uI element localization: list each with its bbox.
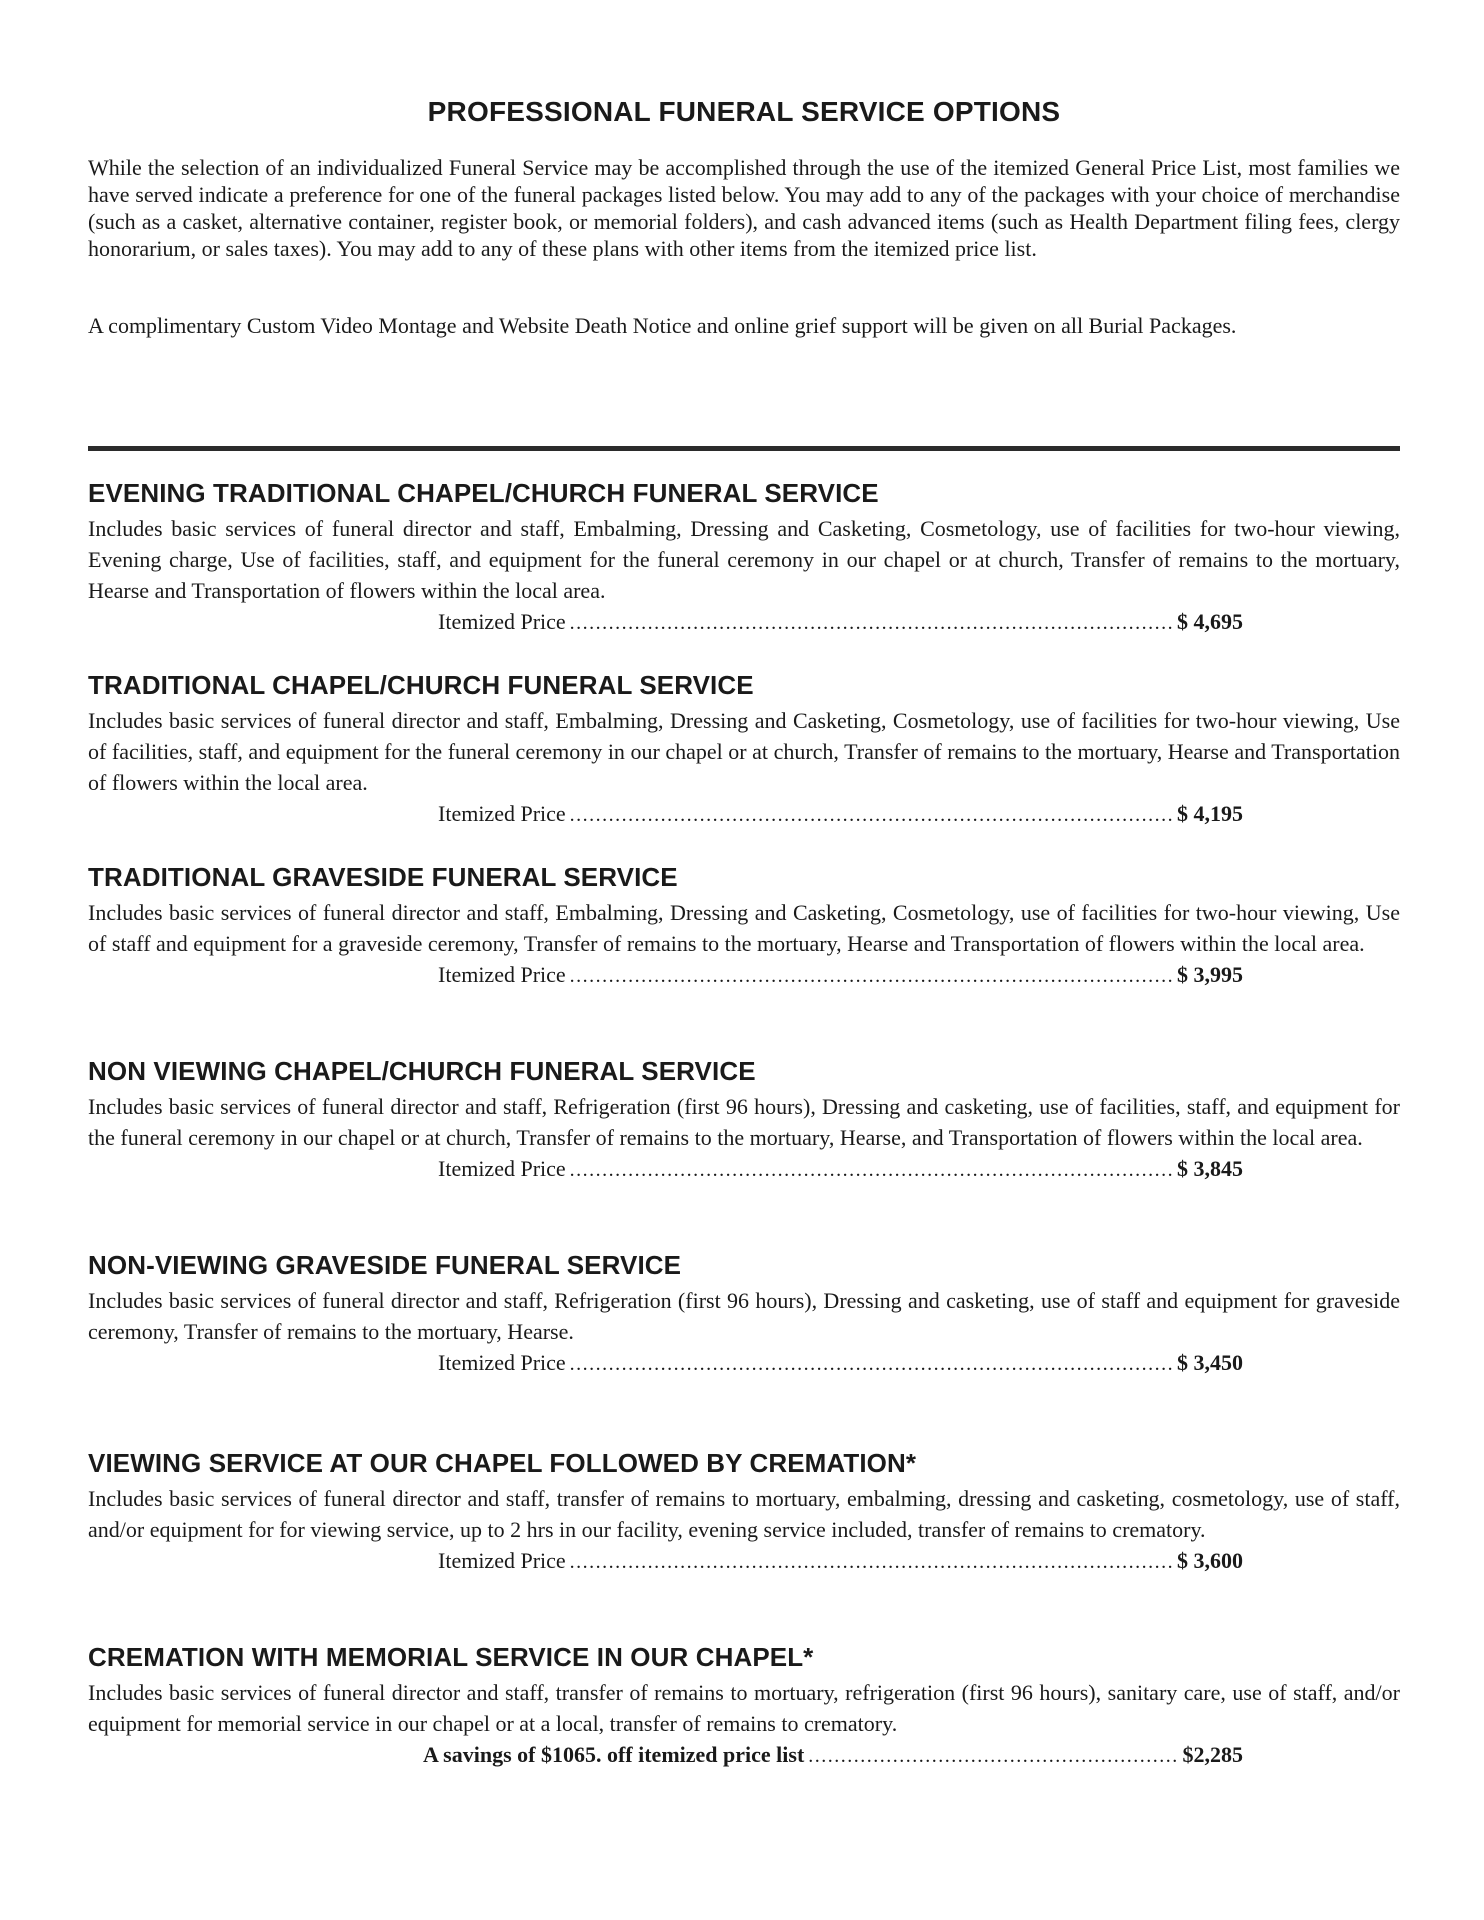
service-traditional-chapel xyxy=(88,670,1400,831)
service-traditional-graveside xyxy=(88,862,1400,992)
service-title: TRADITIONAL CHAPEL/CHURCH FUNERAL SERVICE xyxy=(88,670,754,700)
leader-dots xyxy=(570,608,1173,639)
service-cremation-memorial xyxy=(88,1642,1400,1772)
price-amount: $ 4,195 xyxy=(1177,801,1243,826)
service-title: EVENING TRADITIONAL CHAPEL/CHURCH FUNERAL SERVICE xyxy=(88,478,879,508)
service-description: Includes basic services of funeral director and staff, transfer of remains to mortuary, embalming, dressing and casketing, cosmetology, use of staff, and/or equipment for for viewing service, up to 2 hrs in our facility, evening service included, transfer of remains to crematory. xyxy=(88,1486,1400,1542)
price-line xyxy=(438,1153,1243,1186)
service-description: Includes basic services of funeral director and staff, Embalming, Dressing and Casketing, Cosmetology, use of facilities for two-hour viewing, Use of staff and equipment for a graveside ceremony, Transfer of remains to the mortuary, Hearse and Transportation of flowers within the local area. xyxy=(88,900,1400,956)
price-line xyxy=(423,1739,1243,1772)
price-amount: $ 3,450 xyxy=(1177,1350,1243,1375)
leader-dots xyxy=(570,800,1173,831)
document-page xyxy=(88,0,1400,1920)
service-description: Includes basic services of funeral director and staff, Refrigeration (first 96 hours), Dressing and casketing, use of facilities, staff, and equipment for the funeral ceremony in our chapel or at church, Transfer of remains to the mortuary, Hearse, and Transportation of flowers within the local area. xyxy=(88,1094,1400,1150)
service-title: VIEWING SERVICE AT OUR CHAPEL FOLLOWED BY CREMATION* xyxy=(88,1448,917,1478)
price-label: Itemized Price xyxy=(438,1350,566,1375)
price-amount: $ 3,995 xyxy=(1177,962,1243,987)
price-amount: $ 4,695 xyxy=(1177,609,1243,634)
price-label: Itemized Price xyxy=(438,962,566,987)
price-amount: $2,285 xyxy=(1182,1742,1243,1767)
price-line xyxy=(438,606,1243,639)
price-line xyxy=(438,1545,1243,1578)
service-description: Includes basic services of funeral director and staff, transfer of remains to mortuary, refrigeration (first 96 hours), sanitary care, use of staff, and/or equipment for memorial service in our chapel or at a local, transfer of remains to crematory. xyxy=(88,1680,1400,1736)
service-viewing-cremation xyxy=(88,1448,1400,1578)
service-title: CREMATION WITH MEMORIAL SERVICE IN OUR CHAPEL* xyxy=(88,1642,814,1672)
page-title: PROFESSIONAL FUNERAL SERVICE OPTIONS xyxy=(427,96,1061,127)
price-line xyxy=(438,959,1243,992)
intro-paragraph: While the selection of an individualized Funeral Service may be accomplished through the use of the itemized General Price List, most families we have served indicate a preference for one of the funeral packages listed below. You may add to any of the packages with your choice of merchandise (such as a casket, alternative container, register book, or memorial folders), and cash advanced items (such as Health Department filing fees, clergy honorarium, or sales taxes). You may add to any of these plans with other items from the itemized price list. xyxy=(88,155,1400,261)
leader-dots xyxy=(570,1547,1173,1578)
service-non-viewing-graveside xyxy=(88,1250,1400,1380)
complimentary-note: A complimentary Custom Video Montage and Website Death Notice and online grief support will be given on all Burial Packages. xyxy=(88,313,1237,338)
leader-dots xyxy=(570,1349,1173,1380)
service-title: TRADITIONAL GRAVESIDE FUNERAL SERVICE xyxy=(88,862,678,892)
price-amount: $ 3,845 xyxy=(1177,1156,1243,1181)
price-line xyxy=(438,1347,1243,1380)
service-title: NON VIEWING CHAPEL/CHURCH FUNERAL SERVICE xyxy=(88,1056,756,1086)
service-description: Includes basic services of funeral director and staff, Embalming, Dressing and Casketing, Cosmetology, use of facilities for two-hour viewing, Use of facilities, staff, and equipment for the funeral ceremony in our chapel or at church, Transfer of remains to the mortuary, Hearse and Transportation of flowers within the local area. xyxy=(88,708,1400,795)
section-divider xyxy=(88,446,1400,451)
price-label: Itemized Price xyxy=(438,801,566,826)
service-description: Includes basic services of funeral director and staff, Refrigeration (first 96 hours), Dressing and casketing, use of staff and equipment for graveside ceremony, Transfer of remains to the mortuary, Hearse. xyxy=(88,1288,1400,1344)
price-label: Itemized Price xyxy=(438,609,566,634)
savings-label: A savings of $1065. off itemized price list xyxy=(423,1742,805,1767)
service-description: Includes basic services of funeral director and staff, Embalming, Dressing and Casketing, Cosmetology, use of facilities for two-hour viewing, Evening charge, Use of facilities, staff, and equipment for the funeral ceremony in our chapel or at church, Transfer of remains to the mortuary, Hearse and Transportation of flowers within the local area. xyxy=(88,516,1400,603)
price-line xyxy=(438,798,1243,831)
leader-dots xyxy=(570,1155,1173,1186)
price-label: Itemized Price xyxy=(438,1548,566,1573)
service-title: NON-VIEWING GRAVESIDE FUNERAL SERVICE xyxy=(88,1250,682,1280)
price-amount: $ 3,600 xyxy=(1177,1548,1243,1573)
leader-dots xyxy=(570,961,1173,992)
service-evening-traditional xyxy=(88,478,1400,639)
price-label: Itemized Price xyxy=(438,1156,566,1181)
service-non-viewing-chapel xyxy=(88,1056,1400,1186)
leader-dots xyxy=(808,1741,1178,1772)
